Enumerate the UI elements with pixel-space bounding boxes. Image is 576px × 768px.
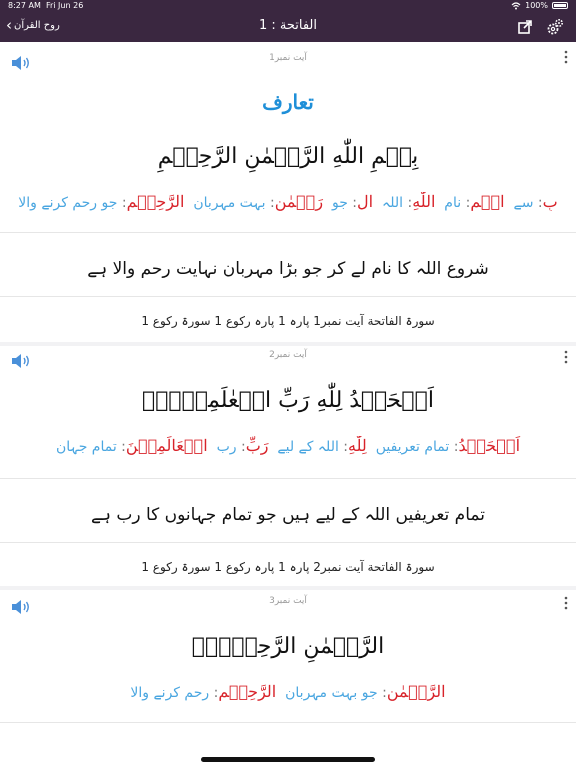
card-separator — [0, 342, 576, 346]
ayah-number: آیت نمبر1 — [269, 53, 307, 63]
urdu-translation: تمام تعریفیں اللہ کے لیے ہیں جو تمام جہانوں کا رب ہے — [91, 505, 485, 525]
divider — [0, 722, 576, 723]
chevron-left-icon: ‹ — [6, 16, 12, 34]
navigation-bar — [0, 12, 576, 42]
battery-percent: 100% — [525, 1, 548, 10]
divider — [0, 478, 576, 479]
word-urdu: جو بہت مہربان — [285, 685, 378, 701]
word-arabic: ال — [357, 192, 374, 211]
word-urdu: جو — [331, 195, 348, 211]
ayah-number: آیت نمبر3 — [269, 596, 307, 606]
word-arabic: بِ — [542, 192, 558, 211]
word-urdu: بہت مہربان — [193, 195, 266, 211]
arabic-text: اَلۡحَمۡدُ لِلّٰهِ رَبِّ الۡعٰلَمِيۡنَۙ — [142, 388, 434, 413]
word-arabic: رَبِّ — [245, 436, 269, 455]
verse-reference: سورۃ الفاتحة آیت نمبر2 پارہ 1 پارہ رکوع 1 سورۃ رکوع 1 — [141, 560, 435, 574]
home-indicator[interactable] — [201, 757, 375, 762]
arabic-text: الرَّحۡمٰنِ الرَّحِيۡمِۙ — [191, 634, 385, 659]
ayah-number: آیت نمبر2 — [269, 350, 307, 360]
word-arabic: الرَّحۡمٰنِ — [386, 682, 446, 701]
word-urdu: تمام تعریفیں — [375, 439, 450, 455]
arabic-verse — [0, 144, 576, 169]
word-urdu: اللہ کے لیے — [277, 439, 339, 455]
status-date: Fri Jun 26 — [45, 1, 84, 10]
status-bar — [0, 0, 576, 12]
back-label: روح القرآن — [14, 19, 60, 31]
status-time: 8:27 AM — [8, 1, 41, 10]
word-arabic: رَحۡمٰنِ — [274, 192, 324, 211]
divider — [0, 296, 576, 297]
gear-icon[interactable] — [546, 18, 564, 36]
word-by-word-translation: اَلۡحَمۡدُ: تمام تعریفیں لِلّٰهِ: اللہ کے لیے رَبِّ: رب الۡعَالَمِيۡنَ: تمام جہان — [55, 436, 521, 455]
word-arabic: اسۡمِ — [470, 192, 505, 211]
word-urdu: تمام جہان — [55, 439, 117, 455]
word-arabic: الرَّحِيۡمِ — [126, 192, 185, 211]
word-urdu: سے — [513, 195, 534, 211]
word-arabic: الۡعَالَمِيۡنَ — [125, 436, 208, 455]
urdu-translation: شروع اللہ کا نام لے کر جو بڑا مہربان نہایت رحم والا ہے — [87, 259, 489, 279]
divider — [0, 232, 576, 233]
word-arabic: اللّٰهِ — [412, 192, 436, 211]
wifi-icon — [511, 2, 521, 10]
divider — [0, 542, 576, 543]
word-urdu: نام — [444, 195, 462, 211]
word-arabic: الرَّحِيۡم — [218, 682, 277, 701]
card-separator — [0, 586, 576, 590]
verse-reference: سورۃ الفاتحة آیت نمبر1 پارہ 1 پارہ رکوع 1 سورۃ رکوع 1 — [141, 314, 435, 328]
word-urdu: رب — [216, 439, 237, 455]
word-by-word-translation: الرَّحۡمٰنِ: جو بہت مہربان الرَّحِيۡم: رحم کرنے والا — [130, 682, 446, 701]
word-arabic: اَلۡحَمۡدُ — [458, 436, 521, 455]
word-urdu: رحم کرنے والا — [130, 685, 210, 701]
arabic-verse — [0, 388, 576, 413]
word-urdu: اللہ — [382, 195, 404, 211]
arabic-verse — [0, 634, 576, 659]
word-arabic: لِلّٰهِ — [348, 436, 367, 455]
word-by-word-translation: بِ: سے اسۡمِ: نام اللّٰهِ: اللہ ال: جو رَحۡمٰنِ: بہت مہربان الرَّحِيۡمِ: جو رحم کرنے والا — [18, 192, 558, 211]
page-title: الفاتحة : 1 — [258, 18, 317, 33]
battery-icon — [552, 2, 568, 9]
share-icon[interactable] — [518, 20, 532, 34]
arabic-text: بِسۡمِ اللّٰهِ الرَّحۡمٰنِ الرَّحِيۡمِ — [157, 144, 419, 169]
word-urdu: جو رحم کرنے والا — [18, 195, 118, 211]
section-heading: تعارف — [262, 90, 314, 114]
